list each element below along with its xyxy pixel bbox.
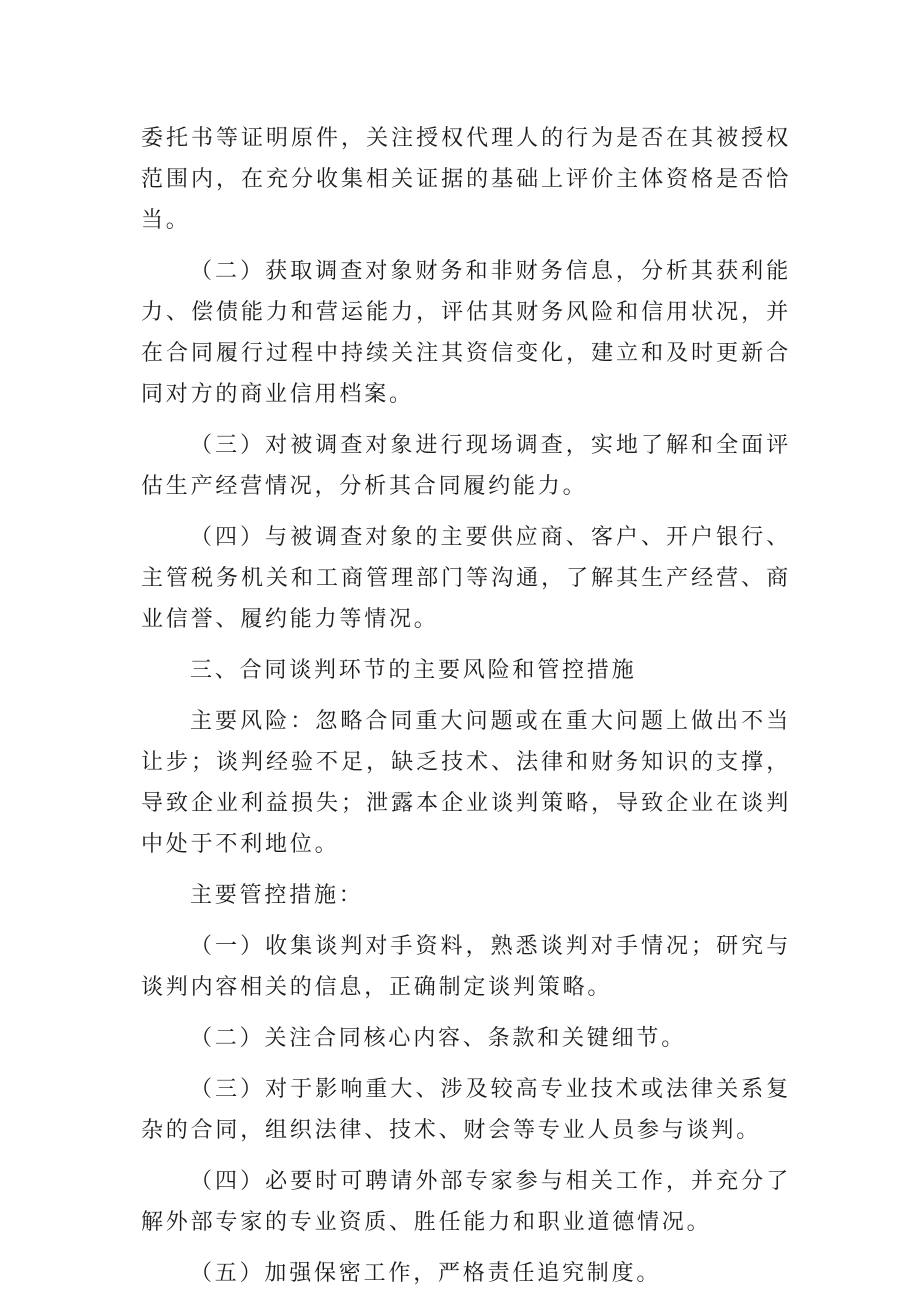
paragraph-item-4: （四）与被调查对象的主要供应商、客户、开户银行、主管税务机关和工商管理部门等沟通，了解其生产经营、商业信誉、履约能力等情况。 (141, 525, 791, 632)
measure-item-2: （二）关注合同核心内容、条款和关键细节。 (190, 1026, 687, 1051)
measure-item-4: （四）必要时可聘请外部专家参与相关工作，并充分了解外部专家的专业资质、胜任能力和职业道德情况。 (141, 1169, 791, 1235)
paragraph-item-3: （三）对被调查对象进行现场调查，实地了解和全面评估生产经营情况，分析其合同履约能力。 (141, 433, 791, 499)
risk-paragraph: 主要风险：忽略合同重大问题或在重大问题上做出不当让步；谈判经验不足，缺乏技术、法律和财务知识的支撑，导致企业利益损失；泄露本企业谈判策略，导致企业在谈判中处于不利地位。 (141, 709, 791, 857)
section-heading: 三、合同谈判环节的主要风险和管控措施 (190, 658, 637, 683)
measure-item-5: （五）加强保密工作，严格责任追究制度。 (190, 1261, 662, 1286)
measure-item-3: （三）对于影响重大、涉及较高专业技术或法律关系复杂的合同，组织法律、技术、财会等专业人员参与谈判。 (141, 1077, 791, 1143)
paragraph-continuation: 委托书等证明原件，关注授权代理人的行为是否在其被授权范围内，在充分收集相关证据的基础上评价主体资格是否恰当。 (141, 126, 791, 233)
document-body (141, 118, 791, 1304)
paragraph-item-2: （二）获取调查对象财务和非财务信息，分析其获利能力、偿债能力和营运能力，评估其财务风险和信用状况，并在合同履行过程中持续关注其资信变化，建立和及时更新合同对方的商业信用档案。 (141, 259, 791, 407)
measure-item-1: （一）收集谈判对手资料，熟悉谈判对手情况；研究与谈判内容相关的信息，正确制定谈判策略。 (141, 934, 791, 1000)
measures-label: 主要管控措施： (190, 883, 364, 908)
